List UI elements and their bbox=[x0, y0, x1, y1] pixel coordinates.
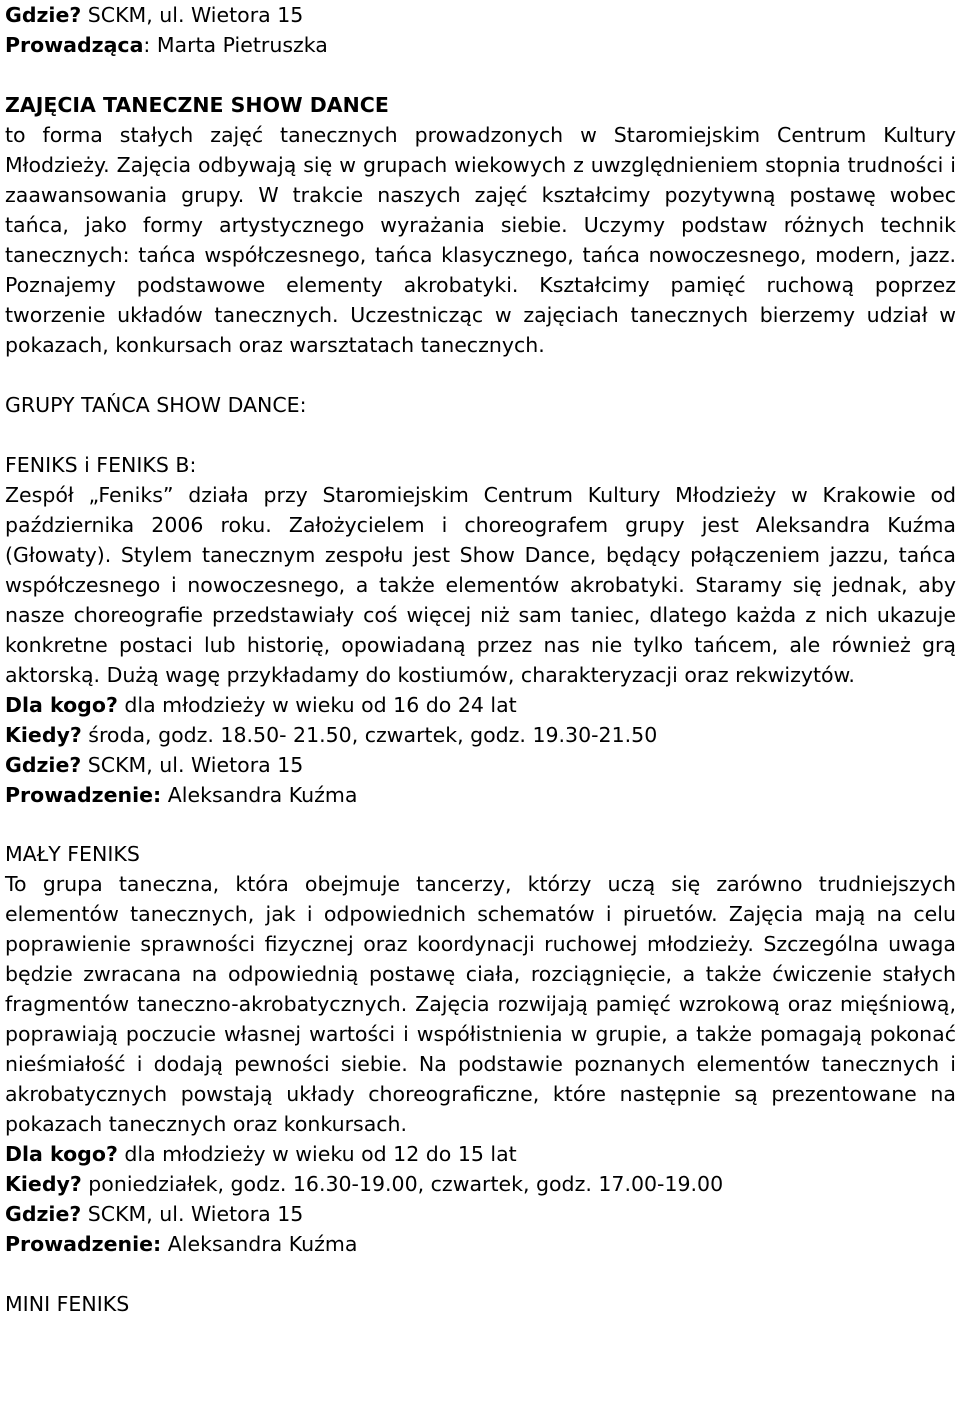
lead-value: Aleksandra Kuźma bbox=[161, 1232, 358, 1256]
where-label: Gdzie? bbox=[5, 753, 82, 777]
feniks-who bbox=[5, 690, 956, 720]
where-label: Gdzie? bbox=[5, 3, 82, 27]
when-value: środa, godz. 18.50- 21.50, czwartek, godz. 19.30-21.50 bbox=[81, 723, 658, 747]
feniks-lead bbox=[5, 780, 956, 810]
lead-value: Aleksandra Kuźma bbox=[161, 783, 358, 807]
feniks-description: Zespół „Feniks” działa przy Staromiejskim Centrum Kultury Młodzieży w Krakowie od października 2006 roku. Założycielem i choreografem grupy jest Aleksandra Kuźma (Głowaty). Stylem tanecznym zespołu jest Show Dance, będący połączeniem jazzu, tańca współczesnego i nowoczesnego, a także elementów akrobatyki. Staramy się jednak, aby nasze choreografie przedstawiały coś więcej niż sam taniec, dlatego każda z nich ukazuje konkretne postaci lub historię, opowiadaną przez nas nie tylko tańcem, ale również grą aktorską. Dużą wagę przykładamy do kostiumów, charakteryzacji oraz rekwizytów. bbox=[5, 483, 956, 687]
where-value: SCKM, ul. Wietora 15 bbox=[81, 3, 304, 27]
maly-feniks-who bbox=[5, 1139, 956, 1169]
lead-label: Prowadzenie: bbox=[5, 783, 162, 807]
lead-label: Prowadząca bbox=[5, 33, 144, 57]
where-value: SCKM, ul. Wietora 15 bbox=[81, 753, 304, 777]
where-label: Gdzie? bbox=[5, 1202, 82, 1226]
show-dance-heading: ZAJĘCIA TANECZNE SHOW DANCE bbox=[5, 93, 389, 117]
groups-heading: GRUPY TAŃCA SHOW DANCE: bbox=[5, 393, 307, 417]
document-page bbox=[5, 0, 956, 1319]
who-value: dla młodzieży w wieku od 12 do 15 lat bbox=[117, 1142, 517, 1166]
feniks-where bbox=[5, 750, 956, 780]
maly-feniks-description: To grupa taneczna, która obejmuje tancerzy, którzy uczą się zarówno trudniejszych elementów tanecznych, jak i odpowiednich schematów i piruetów. Zajęcia mają na celu poprawienie sprawności fizycznej oraz koordynacji ruchowej młodzieży. Szczególna uwaga będzie zwracana na odpowiednią postawę ciała, rozciągnięcie, a także ćwiczenie stałych fragmentów taneczno-akrobatycznych. Zajęcia rozwijają pamięć wzrokową oraz mięśniową, poprawiają poczucie własnej wartości i współistnienia w grupie, a także pomagają pokonać nieśmiałość i dodają pewności siebie. Na podstawie poznanych elementów tanecznych i akrobatycznych powstają układy choreograficzne, które następnie są prezentowane na pokazach tanecznych oraz konkursach. bbox=[5, 872, 956, 1136]
mini-feniks-heading: MINI FENIKS bbox=[5, 1292, 130, 1316]
feniks-heading: FENIKS i FENIKS B: bbox=[5, 453, 197, 477]
when-label: Kiedy? bbox=[5, 1172, 82, 1196]
lead-value: : Marta Pietruszka bbox=[143, 33, 328, 57]
intro-where bbox=[5, 0, 956, 30]
who-label: Dla kogo? bbox=[5, 693, 118, 717]
feniks-when bbox=[5, 720, 956, 750]
who-value: dla młodzieży w wieku od 16 do 24 lat bbox=[117, 693, 517, 717]
maly-feniks-lead bbox=[5, 1229, 956, 1259]
intro-lead bbox=[5, 30, 956, 60]
where-value: SCKM, ul. Wietora 15 bbox=[81, 1202, 304, 1226]
show-dance-description: to forma stałych zajęć tanecznych prowadzonych w Staromiejskim Centrum Kultury Młodzieży. Zajęcia odbywają się w grupach wiekowych z uwzględnieniem stopnia trudności i zaawansowania grupy. W trakcie naszych zajęć kształcimy pozytywną postawę wobec tańca, jako formy artystycznego wyrażania siebie. Uczymy podstaw różnych technik tanecznych: tańca współczesnego, tańca klasycznego, tańca nowoczesnego, modern, jazz. Poznajemy podstawowe elementy akrobatyki. Kształcimy pamięć ruchową poprzez tworzenie układów tanecznych. Uczestnicząc w zajęciach tanecznych bierzemy udział w pokazach, konkursach oraz warsztatach tanecznych. bbox=[5, 123, 956, 357]
who-label: Dla kogo? bbox=[5, 1142, 118, 1166]
maly-feniks-where bbox=[5, 1199, 956, 1229]
maly-feniks-when bbox=[5, 1169, 956, 1199]
when-label: Kiedy? bbox=[5, 723, 82, 747]
lead-label: Prowadzenie: bbox=[5, 1232, 162, 1256]
when-value: poniedziałek, godz. 16.30-19.00, czwartek, godz. 17.00-19.00 bbox=[81, 1172, 724, 1196]
maly-feniks-heading: MAŁY FENIKS bbox=[5, 842, 140, 866]
